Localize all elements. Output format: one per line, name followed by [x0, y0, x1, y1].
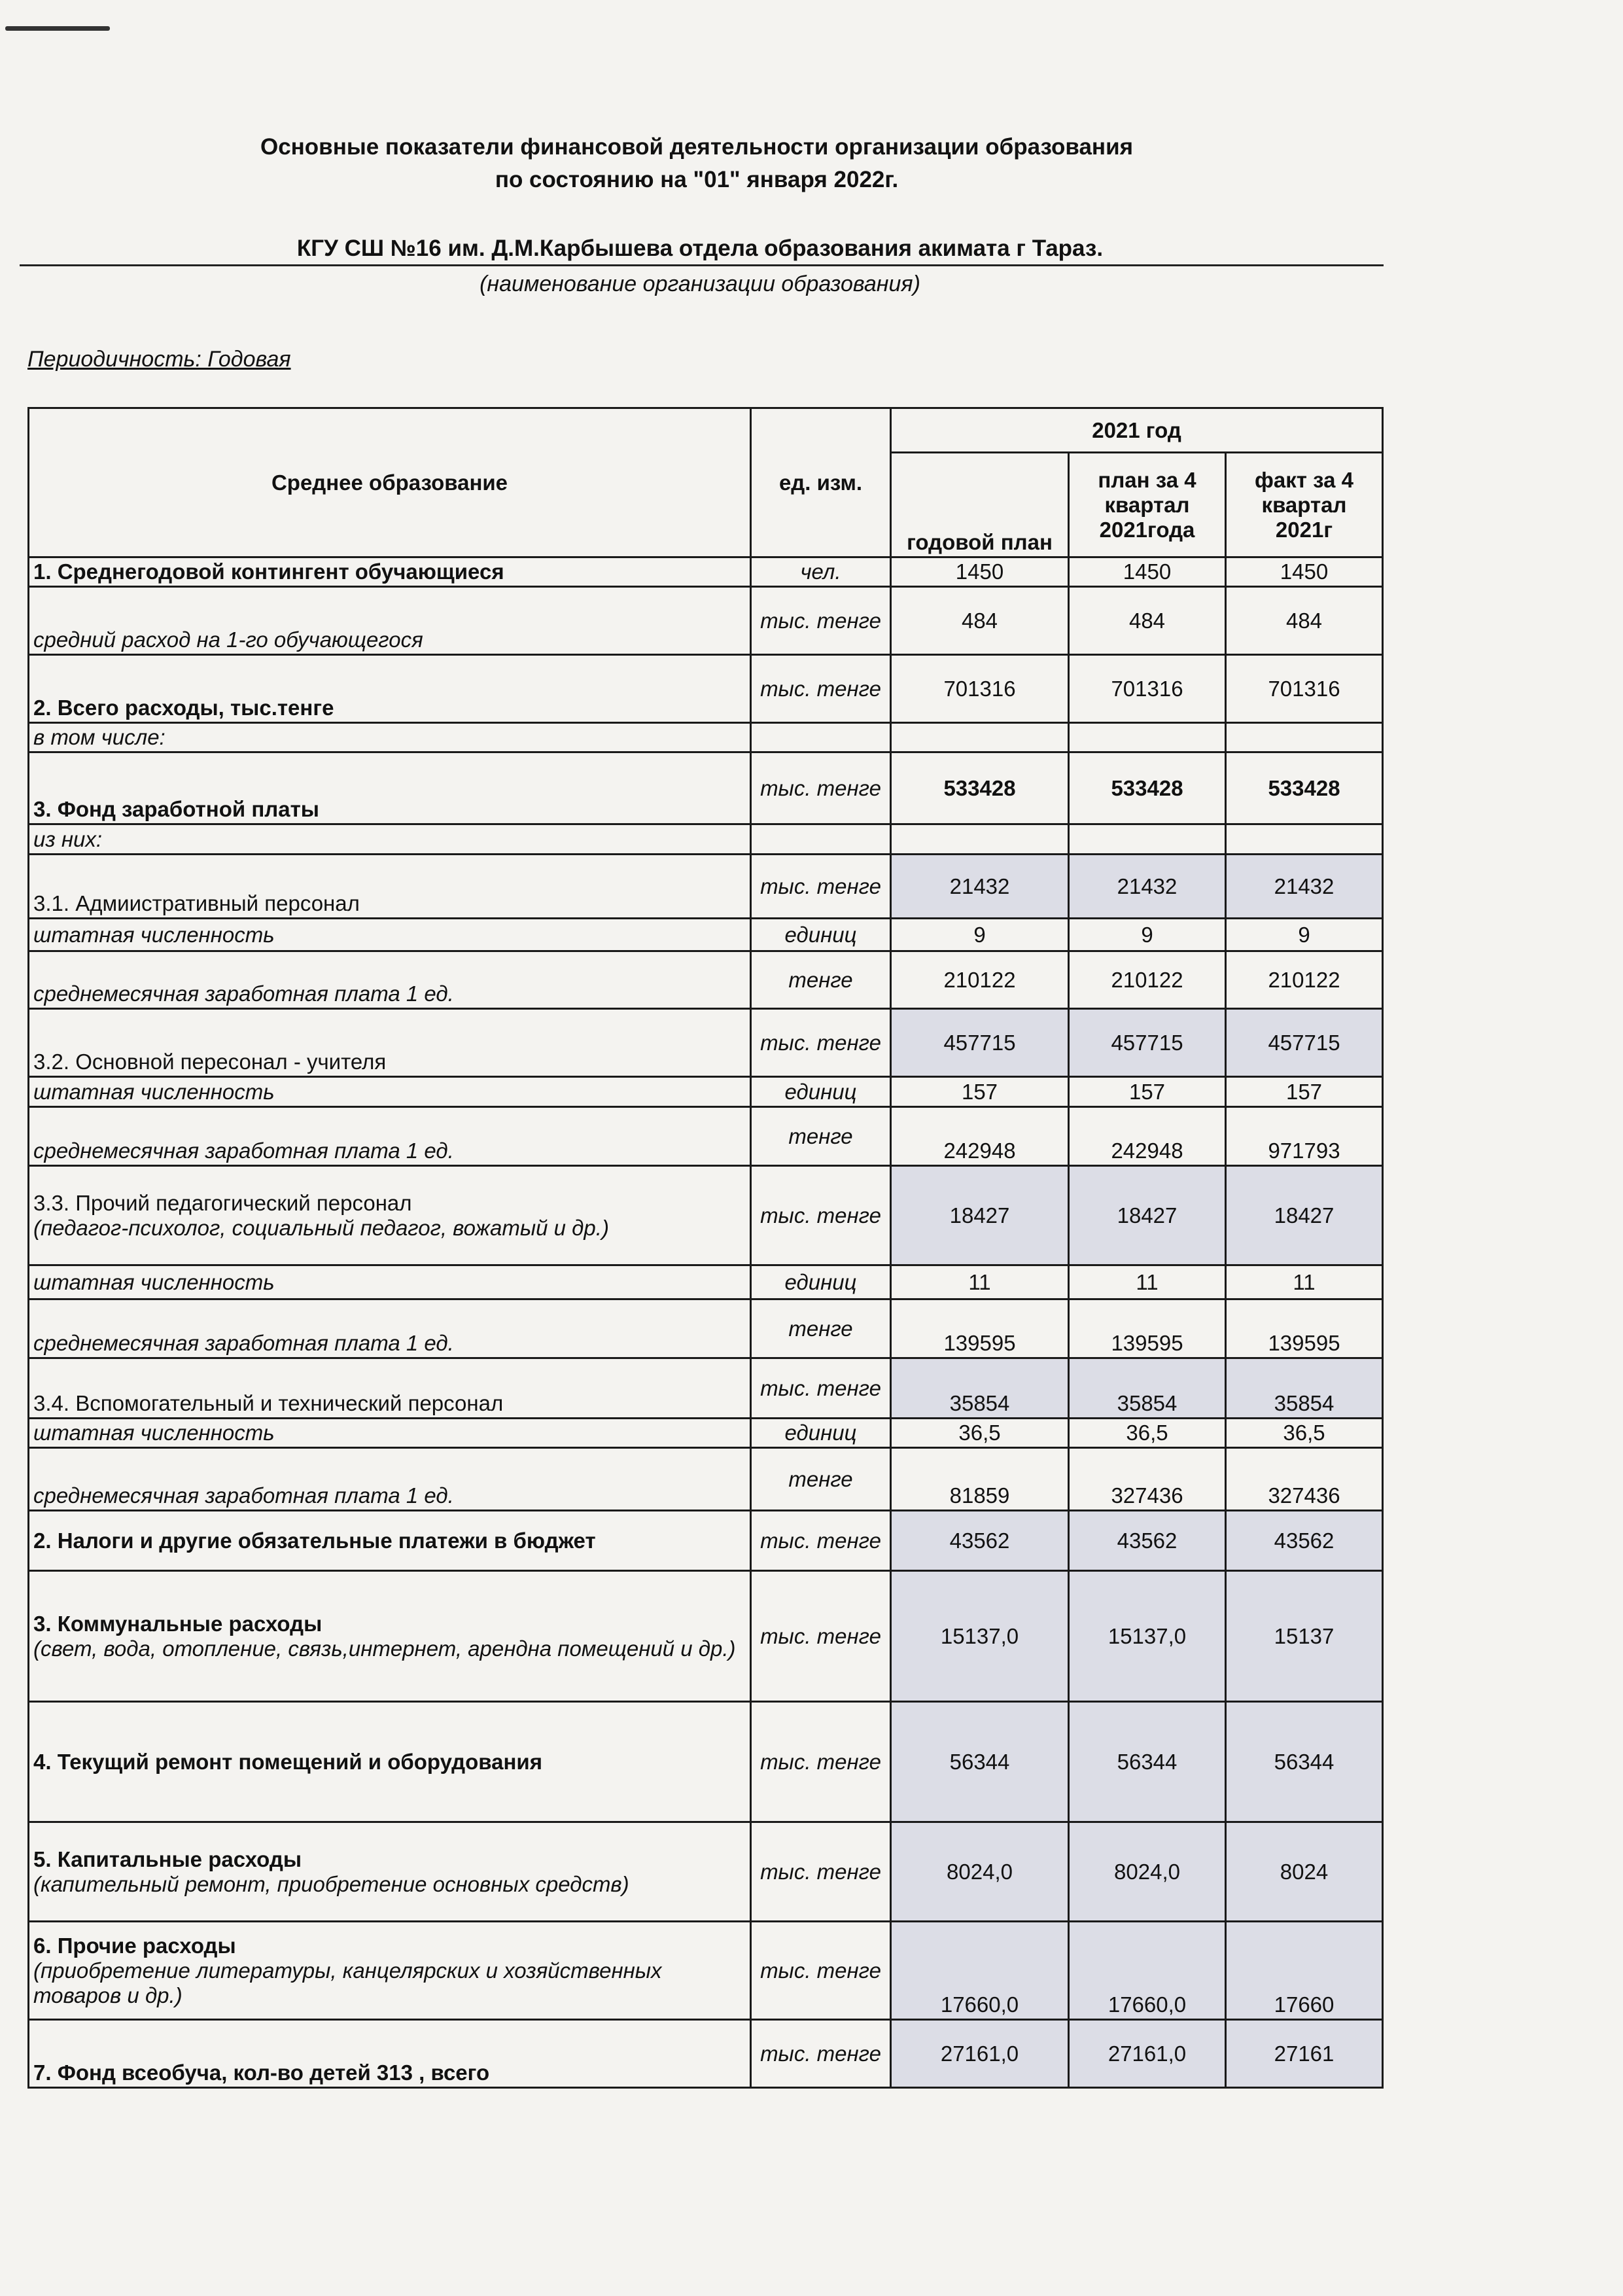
row-label: 2. Всего расходы, тыс.тенге — [29, 655, 751, 723]
row-annual-plan: 701316 — [891, 655, 1069, 723]
row-unit: тенге — [751, 1448, 891, 1511]
row-q4-fact: 457715 — [1226, 1009, 1383, 1077]
row-unit: тыс. тенге — [751, 1822, 891, 1922]
financial-indicators-table — [27, 407, 1384, 2089]
row-label-note: (капительный ремонт, приобретение основных средств) — [33, 1871, 629, 1896]
row-label: 3.2. Основной пересонал - учителя — [29, 1009, 751, 1077]
row-q4-fact: 27161 — [1226, 2020, 1383, 2088]
row-q4-fact: 43562 — [1226, 1511, 1383, 1571]
row-label-note: (свет, вода, отопление, связь,интернет, арендна помещений и др.) — [33, 1636, 736, 1661]
table-row — [29, 1419, 1383, 1448]
table-row — [29, 1511, 1383, 1571]
row-q4-fact: 1450 — [1226, 557, 1383, 587]
row-q4-plan: 36,5 — [1069, 1419, 1226, 1448]
row-q4-fact: 210122 — [1226, 951, 1383, 1009]
table-row — [29, 752, 1383, 824]
row-unit: тыс. тенге — [751, 855, 891, 919]
row-annual-plan — [891, 723, 1069, 752]
row-q4-fact: 21432 — [1226, 855, 1383, 919]
row-q4-plan: 56344 — [1069, 1702, 1226, 1822]
row-annual-plan: 35854 — [891, 1358, 1069, 1419]
row-label — [29, 1922, 751, 2020]
row-annual-plan: 56344 — [891, 1702, 1069, 1822]
row-annual-plan: 1450 — [891, 557, 1069, 587]
row-annual-plan: 43562 — [891, 1511, 1069, 1571]
row-annual-plan: 15137,0 — [891, 1571, 1069, 1702]
table-row — [29, 1107, 1383, 1166]
table-row — [29, 1009, 1383, 1077]
row-annual-plan — [891, 824, 1069, 855]
row-label: 3. Фонд заработной платы — [29, 752, 751, 824]
row-annual-plan: 18427 — [891, 1166, 1069, 1265]
row-unit: единиц — [751, 919, 891, 951]
row-q4-fact: 35854 — [1226, 1358, 1383, 1419]
row-q4-plan: 11 — [1069, 1265, 1226, 1299]
row-annual-plan: 21432 — [891, 855, 1069, 919]
table-row — [29, 1077, 1383, 1107]
row-annual-plan: 157 — [891, 1077, 1069, 1107]
row-q4-plan: 27161,0 — [1069, 2020, 1226, 2088]
row-label — [29, 1822, 751, 1922]
row-label: 7. Фонд всеобуча, кол-во детей 313 , всего — [29, 2020, 751, 2088]
row-unit: тенге — [751, 1299, 891, 1358]
document-subtitle: по состоянию на "01" января 2022г. — [495, 167, 899, 192]
row-unit: тенге — [751, 951, 891, 1009]
row-q4-plan: 457715 — [1069, 1009, 1226, 1077]
row-unit: единиц — [751, 1419, 891, 1448]
row-q4-fact: 139595 — [1226, 1299, 1383, 1358]
row-label-main: 3. Коммунальные расходы — [33, 1611, 323, 1636]
organization-underline — [20, 264, 1384, 266]
table-row — [29, 1448, 1383, 1511]
row-label — [29, 1166, 751, 1265]
row-label-main: 3.3. Прочий педагогический персонал — [33, 1190, 412, 1215]
row-annual-plan: 11 — [891, 1265, 1069, 1299]
row-q4-fact — [1226, 824, 1383, 855]
row-q4-plan: 17660,0 — [1069, 1922, 1226, 2020]
row-annual-plan: 36,5 — [891, 1419, 1069, 1448]
row-label: среднемесячная заработная плата 1 ед. — [29, 1448, 751, 1511]
row-q4-fact: 11 — [1226, 1265, 1383, 1299]
row-annual-plan: 81859 — [891, 1448, 1069, 1511]
header-annual-plan: годовой план — [891, 453, 1069, 557]
table-row — [29, 951, 1383, 1009]
row-label-note: (педагог-психолог, социальный педагог, вожатый и др.) — [33, 1215, 609, 1240]
row-q4-plan: 242948 — [1069, 1107, 1226, 1166]
row-label: из них: — [29, 824, 751, 855]
scan-mark — [5, 26, 110, 31]
row-unit: тыс. тенге — [751, 1702, 891, 1822]
row-q4-plan — [1069, 824, 1226, 855]
row-annual-plan: 139595 — [891, 1299, 1069, 1358]
row-annual-plan: 484 — [891, 587, 1069, 655]
row-q4-fact: 18427 — [1226, 1166, 1383, 1265]
row-q4-plan — [1069, 723, 1226, 752]
row-label: среднемесячная заработная плата 1 ед. — [29, 951, 751, 1009]
table-row — [29, 1822, 1383, 1922]
table-row — [29, 1166, 1383, 1265]
row-label: штатная численность — [29, 1419, 751, 1448]
row-unit: тыс. тенге — [751, 752, 891, 824]
row-q4-plan: 21432 — [1069, 855, 1226, 919]
row-label-main: 6. Прочие расходы — [33, 1933, 236, 1958]
row-q4-fact: 327436 — [1226, 1448, 1383, 1511]
table-row — [29, 1299, 1383, 1358]
row-unit — [751, 824, 891, 855]
row-unit: тыс. тенге — [751, 587, 891, 655]
header-unit: ед. изм. — [751, 408, 891, 557]
row-label: средний расход на 1-го обучающегося — [29, 587, 751, 655]
row-q4-plan: 327436 — [1069, 1448, 1226, 1511]
row-q4-fact: 484 — [1226, 587, 1383, 655]
row-annual-plan: 457715 — [891, 1009, 1069, 1077]
header-q4-fact: факт за 4 квартал 2021г — [1226, 453, 1383, 557]
periodicity: Периодичность: Годовая — [27, 347, 291, 372]
table-row — [29, 1265, 1383, 1299]
row-q4-fact: 533428 — [1226, 752, 1383, 824]
row-q4-fact — [1226, 723, 1383, 752]
table-row — [29, 2020, 1383, 2088]
row-label-main: 5. Капитальные расходы — [33, 1846, 302, 1871]
row-q4-fact: 701316 — [1226, 655, 1383, 723]
row-q4-fact: 9 — [1226, 919, 1383, 951]
row-q4-fact: 36,5 — [1226, 1419, 1383, 1448]
row-annual-plan: 8024,0 — [891, 1822, 1069, 1922]
row-annual-plan: 242948 — [891, 1107, 1069, 1166]
table-row — [29, 587, 1383, 655]
row-label: среднемесячная заработная плата 1 ед. — [29, 1299, 751, 1358]
row-label: штатная численность — [29, 1077, 751, 1107]
table-row — [29, 919, 1383, 951]
row-q4-plan: 533428 — [1069, 752, 1226, 824]
table-row — [29, 824, 1383, 855]
row-unit: тыс. тенге — [751, 1009, 891, 1077]
row-q4-plan: 43562 — [1069, 1511, 1226, 1571]
row-annual-plan: 210122 — [891, 951, 1069, 1009]
row-q4-fact: 971793 — [1226, 1107, 1383, 1166]
table-row — [29, 655, 1383, 723]
row-label — [29, 1571, 751, 1702]
row-unit: тыс. тенге — [751, 1358, 891, 1419]
organization-note: (наименование организации образования) — [480, 272, 920, 296]
organization-name: КГУ СШ №16 им. Д.М.Карбышева отдела образования акимата г Тараз. — [296, 236, 1104, 261]
table-row — [29, 1702, 1383, 1822]
row-q4-plan: 484 — [1069, 587, 1226, 655]
row-unit: тыс. тенге — [751, 655, 891, 723]
row-label: 4. Текущий ремонт помещений и оборудования — [29, 1702, 751, 1822]
row-label: 2. Налоги и другие обязательные платежи в бюджет — [29, 1511, 751, 1571]
row-label: 3.1. Адмиистративный персонал — [29, 855, 751, 919]
row-unit: тыс. тенге — [751, 1511, 891, 1571]
row-unit: тенге — [751, 1107, 891, 1166]
row-unit: тыс. тенге — [751, 1922, 891, 2020]
row-unit: тыс. тенге — [751, 1166, 891, 1265]
row-q4-plan: 8024,0 — [1069, 1822, 1226, 1922]
row-label: штатная численность — [29, 919, 751, 951]
row-unit — [751, 723, 891, 752]
document-title: Основные показатели финансовой деятельности организации образования — [260, 134, 1134, 160]
row-unit: тыс. тенге — [751, 1571, 891, 1702]
row-q4-plan: 1450 — [1069, 557, 1226, 587]
row-label: в том числе: — [29, 723, 751, 752]
row-annual-plan: 17660,0 — [891, 1922, 1069, 2020]
row-q4-fact: 17660 — [1226, 1922, 1383, 2020]
row-q4-plan: 15137,0 — [1069, 1571, 1226, 1702]
row-q4-fact: 8024 — [1226, 1822, 1383, 1922]
row-q4-plan: 139595 — [1069, 1299, 1226, 1358]
row-label: среднемесячная заработная плата 1 ед. — [29, 1107, 751, 1166]
row-annual-plan: 9 — [891, 919, 1069, 951]
row-q4-plan: 701316 — [1069, 655, 1226, 723]
row-q4-plan: 210122 — [1069, 951, 1226, 1009]
table-row — [29, 1922, 1383, 2020]
row-q4-fact: 15137 — [1226, 1571, 1383, 1702]
row-annual-plan: 533428 — [891, 752, 1069, 824]
row-label: штатная численность — [29, 1265, 751, 1299]
row-unit: единиц — [751, 1265, 891, 1299]
row-q4-plan: 35854 — [1069, 1358, 1226, 1419]
table-row — [29, 557, 1383, 587]
row-label: 3.4. Вспомогательный и технический персонал — [29, 1358, 751, 1419]
row-q4-plan: 18427 — [1069, 1166, 1226, 1265]
row-q4-plan: 9 — [1069, 919, 1226, 951]
row-unit: единиц — [751, 1077, 891, 1107]
row-annual-plan: 27161,0 — [891, 2020, 1069, 2088]
row-unit: чел. — [751, 557, 891, 587]
header-q4-plan: план за 4 квартал 2021года — [1069, 453, 1226, 557]
row-unit: тыс. тенге — [751, 2020, 891, 2088]
header-year: 2021 год — [891, 408, 1383, 453]
row-label: 1. Среднегодовой контингент обучающиеся — [29, 557, 751, 587]
row-label-note: (приобретение литературы, канцелярских и хозяйственных товаров и др.) — [33, 1958, 662, 2007]
header-name: Среднее образование — [29, 408, 751, 557]
table-row — [29, 855, 1383, 919]
row-q4-fact: 157 — [1226, 1077, 1383, 1107]
table-row — [29, 723, 1383, 752]
row-q4-plan: 157 — [1069, 1077, 1226, 1107]
row-q4-fact: 56344 — [1226, 1702, 1383, 1822]
table-row — [29, 1571, 1383, 1702]
table-row — [29, 1358, 1383, 1419]
